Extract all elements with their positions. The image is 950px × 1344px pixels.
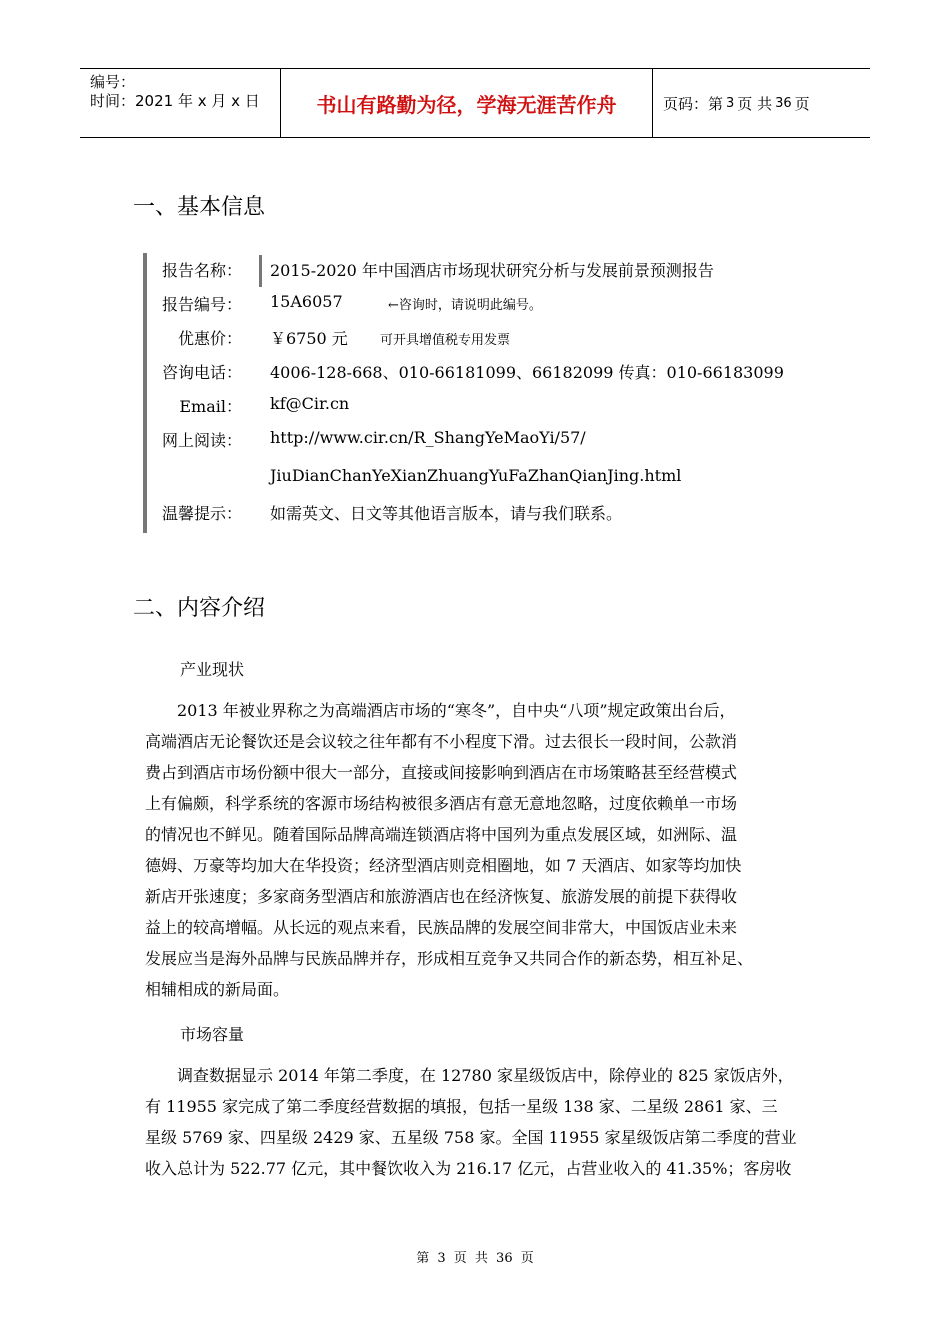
price-note: 可开具增值税专用发票	[380, 333, 511, 348]
page-current: 3	[726, 95, 735, 111]
paragraph-industry-status	[145, 695, 835, 1005]
info-row-price	[150, 326, 870, 350]
header-number: 编号：	[90, 73, 136, 91]
paragraph-line: 的情况也不鲜见。随着国际品牌高端连锁酒店将中国列为重点发展区域，如洲际、温	[145, 825, 738, 844]
section-title-basic-info: 一、基本信息	[133, 195, 266, 220]
info-row-online	[150, 428, 870, 452]
online-url-line2[interactable]: JiuDianChanYeXianZhuangYuFaZhanQianJing.html	[270, 466, 682, 485]
paragraph-line: 星级 5769 家、四星级 2429 家、五星级 758 家。全国 11955 家星级饭店第二季度的营业	[145, 1128, 797, 1147]
online-label: 网上阅读：	[161, 431, 242, 450]
info-block-bar	[143, 253, 147, 533]
paragraph-line: 高端酒店无论餐饮还是会议较之往年都有不小程度下滑。过去很长一段时间，公款消	[145, 732, 738, 751]
report-no-value: 15A6057	[270, 292, 343, 311]
subheading-industry-status: 产业现状	[180, 660, 245, 679]
phone-label: 咨询电话：	[161, 363, 242, 382]
header-motto: 书山有路勤为径，学海无涯苦作舟	[281, 69, 653, 137]
report-name-label: 报告名称：	[161, 261, 242, 280]
paragraph-line: 上有偏颇，科学系统的客源市场结构被很多酒店有意无意地忽略，过度依赖单一市场	[145, 794, 738, 813]
price-value: ￥6750 元	[270, 329, 348, 348]
paragraph-line: 德姆、万豪等均加大在华投资；经济型酒店则竞相圈地，如 7 天酒店、如家等均加快	[145, 856, 742, 875]
subheading-market-capacity: 市场容量	[180, 1025, 245, 1044]
info-row-phone	[150, 360, 870, 384]
header-page-number	[653, 69, 870, 137]
header-meta	[80, 69, 281, 137]
info-row-email	[150, 394, 870, 418]
paragraph-line: 收入总计为 522.77 亿元，其中餐饮收入为 216.17 亿元，占营业收入的 41.35%；客房收	[145, 1159, 792, 1178]
phone-value: 4006-128-668、010-66181099、66182099 传真：010-66183099	[270, 363, 784, 382]
section-title-content: 二、内容介绍	[133, 596, 266, 621]
paragraph-line: 有 11955 家完成了第二季度经营数据的填报，包括一星级 138 家、二星级 2861 家、三	[145, 1097, 778, 1116]
paragraph-line: 益上的较高增幅。从长远的观点来看，民族品牌的发展空间非常大，中国饭店业未来	[145, 918, 738, 937]
page-prefix: 页码：第	[663, 94, 724, 113]
page-total: 36	[775, 95, 792, 111]
info-row-online-cont	[150, 466, 870, 490]
header-time: 时间：2021 年 x 月 x 日	[90, 92, 260, 110]
report-no-note: ←咨询时，请说明此编号。	[388, 298, 542, 313]
page-header	[80, 68, 870, 138]
email-link[interactable]: kf@Cir.cn	[270, 394, 350, 413]
paragraph-line: 调查数据显示 2014 年第二季度，在 12780 家星级饭店中，除停业的 825 家饭店外，	[145, 1066, 794, 1085]
info-row-report-name	[150, 258, 870, 282]
tip-label: 温馨提示：	[161, 504, 242, 523]
email-label: Email：	[179, 397, 242, 416]
page-suffix: 页	[794, 94, 810, 113]
tip-value: 如需英文、日文等其他语言版本，请与我们联系。	[270, 504, 623, 523]
page-footer: 第 3 页 共 36 页	[416, 1251, 534, 1266]
paragraph-market-capacity	[145, 1060, 835, 1184]
info-row-tip	[150, 501, 870, 525]
paragraph-line: 新店开张速度；多家商务型酒店和旅游酒店也在经济恢复、旅游发展的前提下获得收	[145, 887, 738, 906]
online-url-line1[interactable]: http://www.cir.cn/R_ShangYeMaoYi/57/	[270, 428, 586, 447]
paragraph-line: 2013 年被业界称之为高端酒店市场的“寒冬”，自中央“八项”规定政策出台后，	[145, 701, 736, 720]
page-mid: 页 共	[737, 94, 773, 113]
price-label: 优惠价：	[177, 329, 242, 348]
paragraph-line: 费占到酒店市场份额中很大一部分，直接或间接影响到酒店在市场策略甚至经营模式	[145, 763, 738, 782]
report-no-label: 报告编号：	[161, 295, 242, 314]
paragraph-line: 发展应当是海外品牌与民族品牌并存，形成相互竞争又共同合作的新态势，相互补足、	[145, 949, 754, 968]
report-name-value: 2015-2020 年中国酒店市场现状研究分析与发展前景预测报告	[270, 261, 714, 280]
info-row-report-no	[150, 292, 870, 316]
paragraph-line: 相辅相成的新局面。	[145, 980, 290, 999]
